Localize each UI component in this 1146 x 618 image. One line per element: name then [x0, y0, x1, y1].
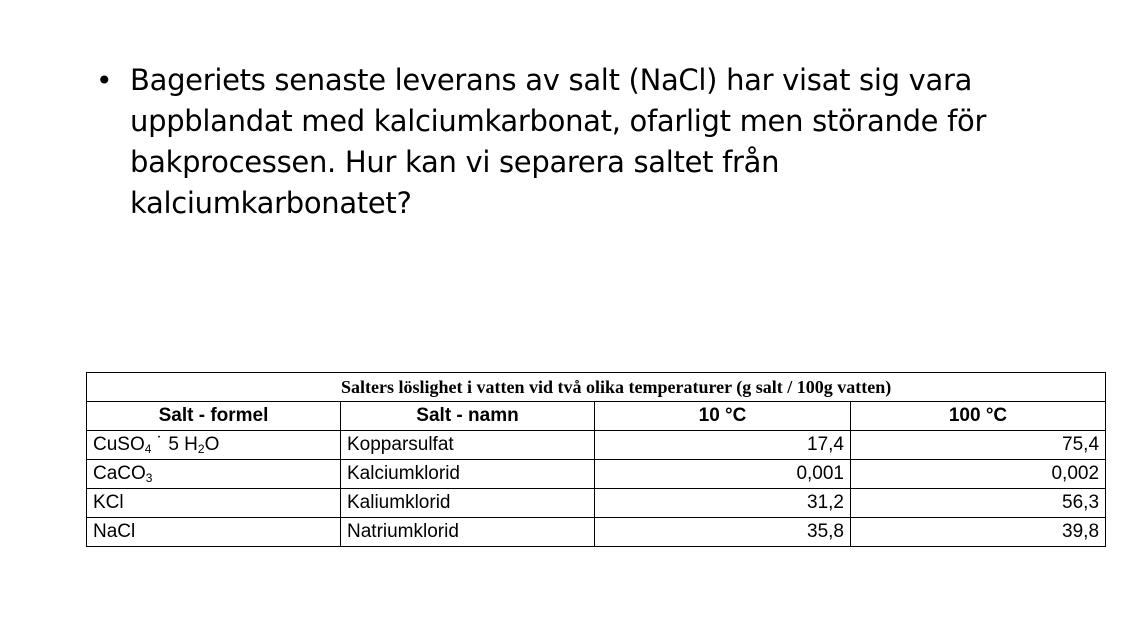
name-cell: Kalciumklorid — [341, 460, 595, 489]
value-10c-cell: 35,8 — [595, 518, 851, 547]
value-10c-cell: 0,001 — [595, 460, 851, 489]
question-line: bakprocessen. Hur kan vi separera saltet från — [130, 145, 780, 179]
formula-part: ˙ 5 H — [151, 434, 198, 455]
value-100c-cell: 0,002 — [851, 460, 1106, 489]
value-100c-cell: 56,3 — [851, 489, 1106, 518]
value-10c-cell: 17,4 — [595, 431, 851, 460]
header-100c: 100 °C — [851, 402, 1106, 431]
question-text — [130, 60, 1080, 224]
name-cell: Kaliumklorid — [341, 489, 595, 518]
value-10c-cell: 31,2 — [595, 489, 851, 518]
header-salt-name: Salt - namn — [341, 402, 595, 431]
table-row — [87, 518, 1106, 547]
table-row — [87, 489, 1106, 518]
formula-cell — [87, 489, 341, 518]
formula-part: NaCl — [93, 521, 136, 542]
formula-part: CaCO — [93, 463, 146, 484]
bullet-point-icon: • — [96, 64, 113, 97]
value-100c-cell: 39,8 — [851, 518, 1106, 547]
formula-cell — [87, 518, 341, 547]
question-bullet — [96, 60, 1096, 224]
solubility-table — [86, 372, 1106, 547]
name-cell: Kopparsulfat — [341, 431, 595, 460]
table-header-row — [87, 402, 1106, 431]
header-salt-formula: Salt - formel — [87, 402, 341, 431]
formula-subscript: 2 — [197, 442, 205, 456]
name-cell: Natriumklorid — [341, 518, 595, 547]
table-caption-row — [87, 373, 1106, 402]
formula-part: CuSO — [93, 434, 145, 455]
formula-subscript: 4 — [144, 442, 152, 456]
formula-subscript: 3 — [145, 471, 153, 485]
question-line: uppblandat med kalciumkarbonat, ofarligt men störande för — [130, 104, 987, 138]
formula-cell — [87, 431, 341, 460]
question-line: kalciumkarbonatet? — [130, 186, 412, 220]
header-10c: 10 °C — [595, 402, 851, 431]
table-caption-cell — [87, 373, 1106, 402]
table-row — [87, 431, 1106, 460]
formula-part: O — [204, 434, 220, 455]
formula-cell — [87, 460, 341, 489]
table-caption: Salters löslighet i vatten vid två olika temperaturer (g salt / 100g vatten) — [341, 376, 892, 397]
table-row — [87, 460, 1106, 489]
formula-part: KCl — [93, 492, 124, 513]
value-100c-cell: 75,4 — [851, 431, 1106, 460]
question-line: Bageriets senaste leverans av salt (NaCl) har visat sig vara — [130, 63, 973, 97]
